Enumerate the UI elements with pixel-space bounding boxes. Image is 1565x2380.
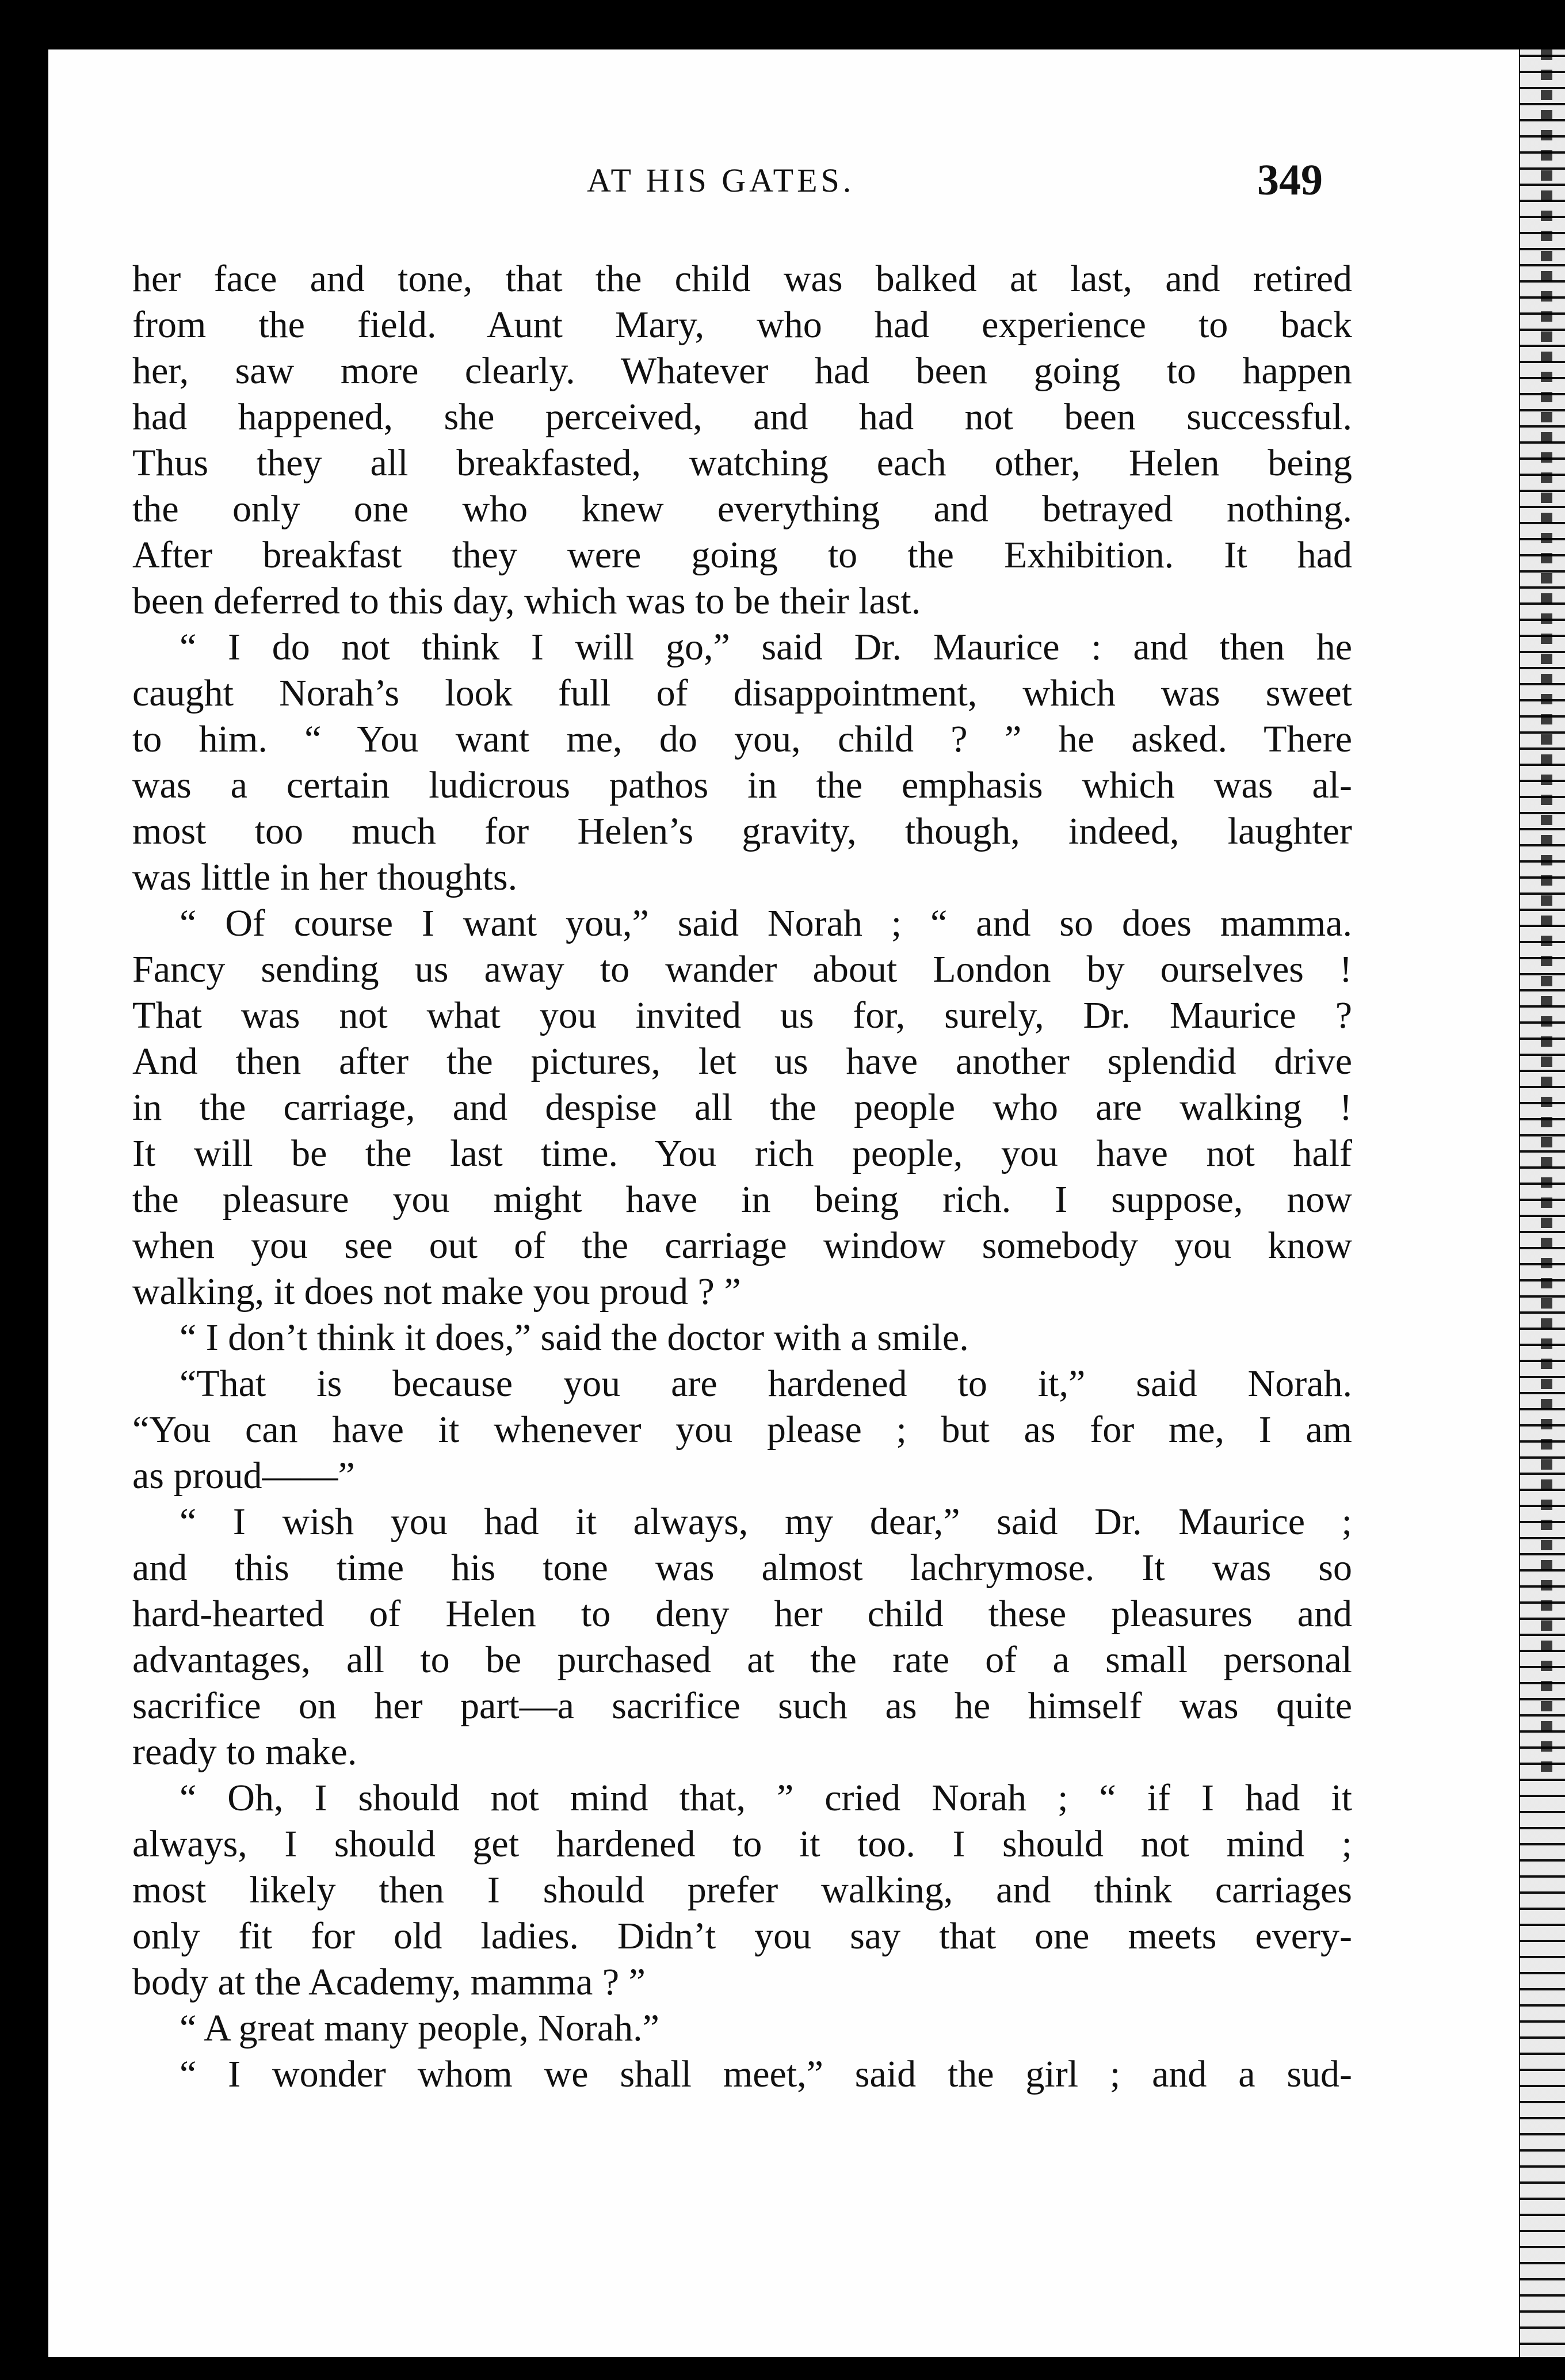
text-line-26: “You can have it whenever you please ; but as for me, I am [132, 1409, 1352, 1451]
text-line-11: to him. “ You want me, do you, child ? ” he asked. There [132, 718, 1352, 760]
text-line-17: That was not what you invited us for, surely, Dr. Maurice ? [132, 994, 1352, 1036]
text-line-12: was a certain ludicrous pathos in the emphasis which was al- [132, 764, 1352, 806]
body-text [132, 256, 1352, 2097]
text-line-8: been deferred to this day, which was to be their last. [132, 580, 921, 622]
text-line-15: “ Of course I want you,” said Norah ; “ and so does mamma. [180, 902, 1352, 944]
text-line-34: “ Oh, I should not mind that, ” cried Norah ; “ if I had it [180, 1777, 1352, 1819]
text-line-16: Fancy sending us away to wander about London by ourselves ! [132, 948, 1352, 990]
text-line-27: as proud——” [132, 1455, 355, 1497]
text-line-30: hard-hearted of Helen to deny her child these pleasures and [132, 1593, 1352, 1635]
text-line-13: most too much for Helen’s gravity, though, indeed, laughter [132, 810, 1352, 852]
text-line-32: sacrifice on her part—a sacrifice such as he himself was quite [132, 1685, 1352, 1727]
text-line-24: “ I don’t think it does,” said the doctor with a smile. [180, 1317, 969, 1359]
text-line-21: the pleasure you might have in being rich. I suppose, now [132, 1178, 1352, 1220]
text-line-7: After breakfast they were going to the Exhibition. It had [132, 534, 1352, 576]
text-line-1: her face and tone, that the child was balked at last, and retired [132, 258, 1352, 300]
text-line-9: “ I do not think I will go,” said Dr. Maurice : and then he [180, 626, 1352, 668]
text-line-37: only fit for old ladies. Didn’t you say that one meets every- [132, 1915, 1352, 1957]
text-line-14: was little in her thoughts. [132, 856, 518, 898]
text-line-29: and this time his tone was almost lachrymose. It was so [132, 1547, 1352, 1589]
text-line-20: It will be the last time. You rich people, you have not half [132, 1132, 1352, 1174]
text-line-18: And then after the pictures, let us have another splendid drive [132, 1040, 1352, 1082]
text-line-33: ready to make. [132, 1731, 357, 1773]
text-line-38: body at the Academy, mamma ? ” [132, 1961, 646, 2003]
scan-left-border [0, 0, 8, 2380]
text-line-5: Thus they all breakfasted, watching each other, Helen being [132, 442, 1352, 484]
text-line-10: caught Norah’s look full of disappointment, which was sweet [132, 672, 1352, 714]
page-header [0, 156, 1565, 213]
text-line-19: in the carriage, and despise all the people who are walking ! [132, 1086, 1352, 1128]
running-head: AT HIS GATES. [587, 162, 855, 199]
scan-right-shadow [1541, 49, 1552, 1776]
text-line-6: the only one who knew everything and betrayed nothing. [132, 488, 1352, 530]
text-line-23: walking, it does not make you proud ? ” [132, 1271, 741, 1313]
text-line-35: always, I should get hardened to it too. I should not mind ; [132, 1823, 1352, 1865]
text-line-25: “That is because you are hardened to it,” said Norah. [180, 1363, 1352, 1405]
text-line-3: her, saw more clearly. Whatever had been going to happen [132, 350, 1352, 392]
text-line-40: “ I wonder whom we shall meet,” said the girl ; and a sud- [180, 2053, 1352, 2095]
text-line-22: when you see out of the carriage window somebody you know [132, 1225, 1352, 1267]
text-line-39: “ A great many people, Norah.” [180, 2007, 659, 2049]
page-number: 349 [1257, 156, 1323, 204]
text-line-2: from the field. Aunt Mary, who had experience to back [132, 304, 1352, 346]
text-line-31: advantages, all to be purchased at the rate of a small personal [132, 1639, 1352, 1681]
text-line-28: “ I wish you had it always, my dear,” said Dr. Maurice ; [180, 1501, 1352, 1543]
text-line-36: most likely then I should prefer walking, and think carriages [132, 1869, 1352, 1911]
text-line-4: had happened, she perceived, and had not been successful. [132, 396, 1352, 438]
